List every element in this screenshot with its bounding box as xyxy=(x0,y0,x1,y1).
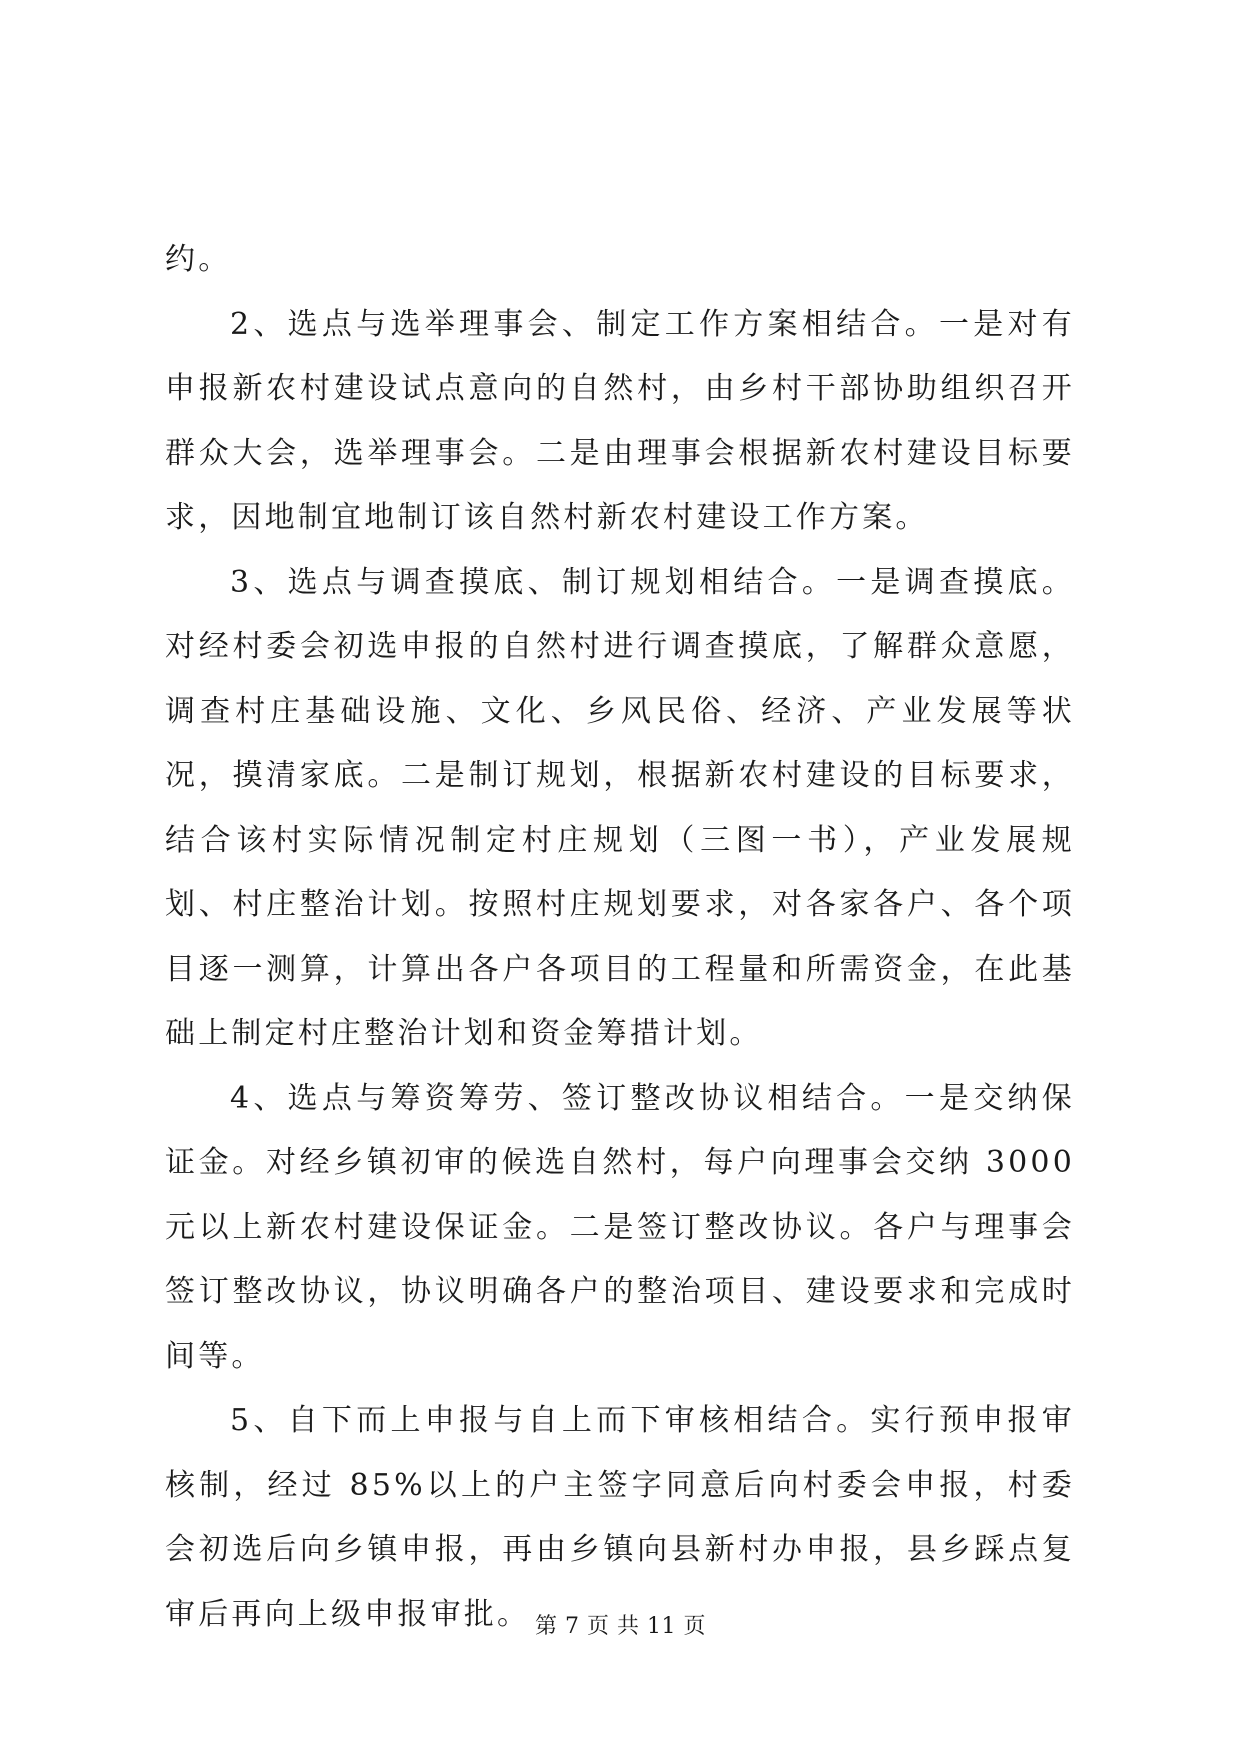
paragraph-item-3: 3、选点与调查摸底、制订规划相结合。一是调查摸底。对经村委会初选申报的自然村进行调查摸底，了解群众意愿，调查村庄基础设施、文化、乡风民俗、经济、产业发展等状况，摸清家底。二是制订规划，根据新农村建设的目标要求，结合该村实际情况制定村庄规划（三图一书），产业发展规划、村庄整治计划。按照村庄规划要求，对各家各户、各个项目逐一测算，计算出各户各项目的工程量和所需资金，在此基础上制定村庄整治计划和资金筹措计划。 xyxy=(165,564,1075,1051)
page-number-footer: 第 7 页 共 11 页 xyxy=(535,1614,706,1639)
document-body xyxy=(165,228,1075,1647)
paragraph-item-4: 4、选点与筹资筹劳、签订整改协议相结合。一是交纳保证金。对经乡镇初审的候选自然村，每户向理事会交纳 3000 元以上新农村建设保证金。二是签订整改协议。各户与理事会签订整改协议，协议明确各户的整治项目、建设要求和完成时间等。 xyxy=(165,1080,1075,1374)
paragraph-continuation: 约。 xyxy=(165,242,232,277)
paragraph-item-2: 2、选点与选举理事会、制定工作方案相结合。一是对有申报新农村建设试点意向的自然村，由乡村干部协助组织召开群众大会，选举理事会。二是由理事会根据新农村建设目标要求，因地制宜地制订该自然村新农村建设工作方案。 xyxy=(165,306,1075,535)
paragraph-item-5: 5、自下而上申报与自上而下审核相结合。实行预申报审核制，经过 85%以上的户主签字同意后向村委会申报，村委会初选后向乡镇申报，再由乡镇向县新村办申报，县乡踩点复审后再向上级申报审批。 xyxy=(165,1403,1075,1632)
